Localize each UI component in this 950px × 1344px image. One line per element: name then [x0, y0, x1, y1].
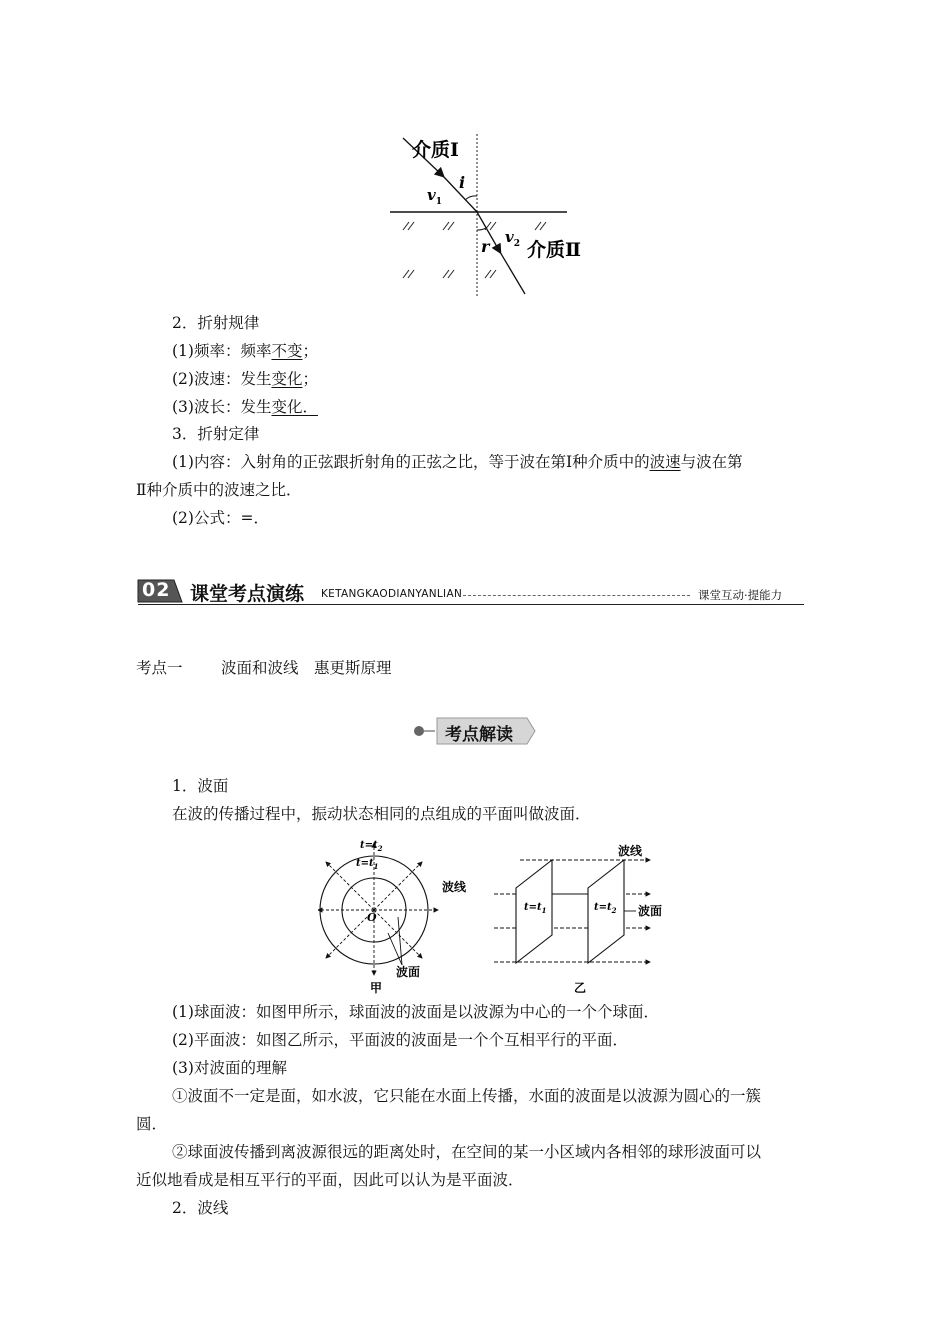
rule-wavelength: (3)波长：发生变化． — [172, 398, 318, 416]
law-heading: 3．折射定律 — [172, 425, 260, 443]
caption-right: 乙 — [574, 981, 587, 995]
point1-line1: ①波面不一定是面，如水波，它只能在水面上传播，水面的波面是以波源为圆心的一簇 — [172, 1087, 762, 1105]
spherical-wave-diagram — [318, 835, 478, 995]
topic-label: 考点一 — [136, 659, 183, 677]
banner-title: 课堂考点演练 — [190, 583, 305, 605]
angle-i-label: i — [459, 173, 466, 192]
law-formula: (2)公式：=． — [172, 509, 269, 527]
v2-label: $v_2$ — [505, 228, 520, 249]
caption-left: 甲 — [370, 981, 383, 995]
wavefront-label-left: 波面 — [396, 965, 421, 979]
wavefront-definition: 在波的传播过程中，振动状态相同的点组成的平面叫做波面． — [172, 805, 591, 823]
topic-title: 波面和波线 惠更斯原理 — [221, 659, 392, 677]
law-content-line2: Ⅱ种介质中的波速之比． — [136, 481, 302, 499]
t2-label-left: $t=t_2$ — [360, 840, 383, 853]
banner-pinyin: KETANGKAODIANYANLIAN — [321, 588, 463, 600]
answer-speed: 变化 — [271, 370, 303, 388]
rule-heading: 2．折射规律 — [172, 314, 260, 332]
t1-label-left: $t=t_1$ — [356, 858, 379, 871]
rule-frequency: (1)频率：频率不变； — [172, 342, 318, 360]
t2-label-right: $t=t_2$ — [594, 902, 617, 915]
plane-wave-text: (2)平面波：如图乙所示，平面波的波面是一个个互相平行的平面． — [172, 1031, 628, 1049]
refraction-diagram — [385, 128, 585, 300]
key-point-badge — [413, 716, 537, 746]
medium2-label: 介质Ⅱ — [527, 239, 582, 261]
wavefront-heading: 1．波面 — [172, 777, 229, 795]
spherical-wave-text: (1)球面波：如图甲所示，球面波的波面是以波源为中心的一个个球面． — [172, 1003, 659, 1021]
angle-r-label: r — [481, 237, 490, 256]
understanding-heading: (3)对波面的理解 — [172, 1059, 287, 1077]
banner-right-text: 课堂互动·提能力 — [698, 588, 783, 602]
point2-line1: ②球面波传播到离波源很远的距离处时，在空间的某一小区域内各相邻的球形波面可以 — [172, 1143, 762, 1161]
answer-wave-speed: 波速 — [649, 453, 681, 471]
badge-text: 考点解读 — [445, 725, 513, 745]
hatch-marks — [403, 222, 546, 278]
medium1-label: 介质Ⅰ — [412, 139, 459, 161]
angle-i-arc — [465, 196, 477, 200]
ray-label-right: 波线 — [618, 844, 643, 858]
law-content-line1: (1)内容：入射角的正弦跟折射角的正弦之比，等于波在第Ⅰ种介质中的波速与波在第 — [172, 453, 743, 471]
banner-dashed-line — [458, 595, 690, 596]
origin-label: O — [367, 911, 377, 924]
rule-speed: (2)波速：发生变化； — [172, 370, 318, 388]
banner-underline — [138, 604, 804, 605]
t1-label-right: $t=t_1$ — [524, 902, 547, 915]
answer-wavelength: 变化． — [271, 398, 318, 416]
plane-wave-diagram — [490, 840, 670, 995]
point1-line2: 圆． — [136, 1115, 168, 1133]
banner-number: 02 — [142, 579, 171, 601]
section-banner — [136, 578, 804, 606]
v1-label: $v_1$ — [427, 186, 442, 207]
wavefront-label-right: 波面 — [638, 904, 663, 918]
ray-label-left: 波线 — [442, 880, 467, 894]
point2-line2: 近似地看成是相互平行的平面，因此可以认为是平面波． — [136, 1171, 524, 1189]
answer-frequency: 不变 — [271, 342, 303, 360]
rays-heading: 2．波线 — [172, 1199, 229, 1217]
